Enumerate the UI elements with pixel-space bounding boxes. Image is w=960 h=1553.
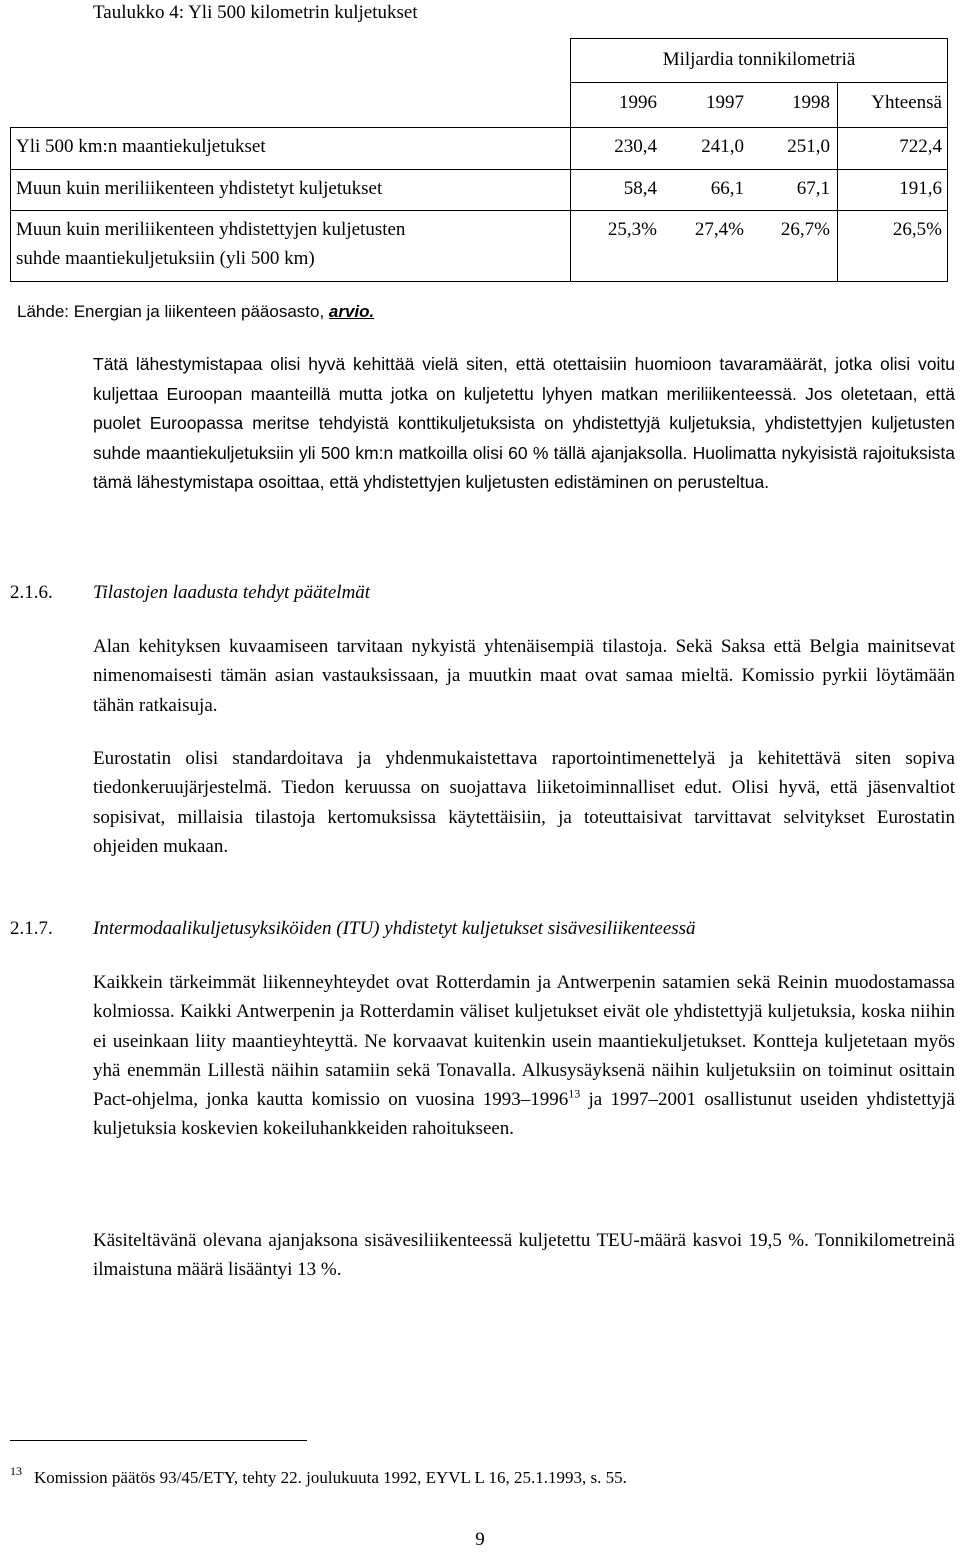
paragraph-text: [93, 968, 955, 1144]
paragraph: [93, 968, 955, 1144]
source-emphasis: arvio.: [328, 302, 375, 321]
paragraph: [93, 350, 955, 498]
table-rule: [10, 127, 948, 128]
year-header: 1997: [706, 92, 744, 113]
paragraph-text-part: ja 1997–2001 osallistunut useiden yhdistettyjä kuljetuksia koskevien kokeiluhankkeiden rahoitukseen.: [93, 1089, 955, 1140]
section-heading: Intermodaalikuljetusyksiköiden (ITU) yhdistetyt kuljetukset sisävesiliikenteessä: [93, 918, 696, 939]
table-caption: Taulukko 4: Yli 500 kilometrin kuljetukset: [93, 2, 418, 23]
footnote-reference: 13: [568, 1086, 581, 1101]
footnote-text: Komission päätös 93/45/ETY, tehty 22. joulukuuta 1992, EYVL L 16, 25.1.1993, s. 55.: [34, 1468, 627, 1487]
table-rule: [10, 281, 948, 282]
page-number: 9: [475, 1529, 485, 1550]
table-cell: 241,0: [701, 136, 744, 157]
total-header: Yhteensä: [871, 92, 942, 113]
table-source: [17, 300, 374, 324]
table-cell: 26,5%: [892, 219, 942, 240]
table-cell: 27,4%: [694, 219, 744, 240]
paragraph-text: Tätä lähestymistapaa olisi hyvä kehittää vielä siten, että otettaisiin huomioon tavaramäärät, jotka olisi voitu kuljettaa Euroopan maanteillä mutta jotka on kuljetettu lyhyen matkan meriliikenteessä. Jos oletetaan, että puolet Euroopassa meritse tehdyistä konttikuljetuksista on yhdistettyjä kuljetuksia, yhdistettyjen kuljetusten suhde maantiekuljetuksiin yli 500 km:n matkoilla olisi 60 % tällä ajanjaksolla. Huolimatta nykyisistä rajoituksista tämä lähestymistapa osoittaa, että yhdistettyjen kuljetusten edistäminen on perusteltua.: [93, 354, 955, 492]
table-cell: 66,1: [710, 178, 744, 199]
paragraph: [93, 744, 955, 861]
unit-header: Miljardia tonnikilometriä: [662, 49, 856, 70]
table-cell: 230,4: [614, 136, 657, 157]
footnote-divider: [10, 1440, 307, 1441]
row-label: suhde maantiekuljetuksiin (yli 500 km): [16, 248, 315, 269]
data-table: [10, 38, 948, 282]
year-header: 1996: [619, 92, 657, 113]
row-label: Muun kuin meriliikenteen yhdistettyjen kuljetusten: [16, 219, 406, 240]
table-cell: 26,7%: [780, 219, 830, 240]
table-rule: [10, 210, 948, 211]
paragraph-text: Alan kehityksen kuvaamiseen tarvitaan nykyistä yhtenäisempiä tilastoja. Sekä Saksa että Belgia mainitsevat nimenomaisesti tämän asian vastauksissaan, ja muutkin maat ovat samaa mieltä. Komissio pyrkii löytämään tähän ratkaisuja.: [93, 636, 955, 716]
paragraph-text-part: Kaikkein tärkeimmät liikenneyhteydet ovat Rotterdamin ja Antwerpenin satamien sekä Reinin muodostamassa kolmiossa. Kaikki Antwerpenin ja Rotterdamin väliset kuljetukset eivät ole yhdistettyjä kuljetuksia, koska niihin ei useinkaan liity maantieyhteyttä. Ne korvaavat kuitenkin usein maantiekuljetukset. Kontteja kuljetetaan myös yhä enemmän Lillestä näihin satamiin sekä Tonavalla. Alkusysäyksenä näihin kuljetuksiin on toiminut osittain Pact-ohjelma, jonka kautta komissio on vuosina 1993–1996: [93, 972, 955, 1111]
table-cell: 25,3%: [607, 219, 657, 240]
paragraph: [93, 1226, 955, 1285]
table-rule: [10, 127, 11, 281]
table-rule: [10, 169, 948, 170]
row-label: Yli 500 km:n maantiekuljetukset: [16, 136, 266, 157]
paragraph-text: Eurostatin olisi standardoitava ja yhdenmukaistettava raportointimenettelyä ja kehitettävä siten sopiva tiedonkeruujärjestelmä. Tiedon keruussa on suojattava liiketoiminnalliset edut. Olisi hyvä, että jäsenvaltiot sopisivat, millaisia tilastoja kertomuksissa käytettäisiin, ja toteuttaisivat tarvittavat selvitykset Eurostatin ohjeiden mukaan.: [93, 748, 955, 857]
section-number: 2.1.7.: [10, 918, 53, 939]
paragraph-text: Käsiteltävänä olevana ajanjaksona sisävesiliikenteessä kuljetettu TEU-määrä kasvoi 19,5 %. Tonnikilometreinä ilmaistuna määrä lisääntyi 13 %.: [93, 1230, 955, 1281]
section-number: 2.1.6.: [10, 582, 53, 603]
table-cell: 191,6: [899, 178, 942, 199]
paragraph: [93, 632, 955, 720]
table-rule: [570, 82, 948, 83]
table-cell: 67,1: [796, 178, 830, 199]
footnote-number: 13: [10, 1464, 22, 1478]
table-cell: 251,0: [787, 136, 830, 157]
table-cell: 722,4: [899, 136, 942, 157]
row-label: Muun kuin meriliikenteen yhdistetyt kuljetukset: [16, 178, 383, 199]
source-prefix: Lähde: Energian ja liikenteen pääosasto,: [17, 302, 329, 321]
table-rule: [570, 38, 948, 39]
section-heading: Tilastojen laadusta tehdyt päätelmät: [93, 582, 371, 603]
table-cell: 58,4: [623, 178, 657, 199]
year-header: 1998: [792, 92, 830, 113]
